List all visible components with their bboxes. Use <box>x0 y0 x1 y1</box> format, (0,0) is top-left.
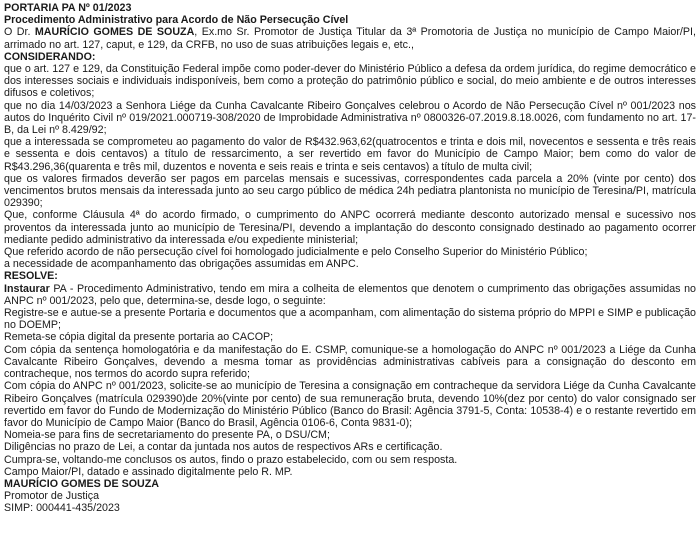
intro-text: , Ex.mo Sr. Promotor de Justiça Titular da 3ª Promotoria de Justiça no município de Campo Maior/PI, arrimado no art. 127, caput, e 129, da CRFB, no uso de suas atribuições legais e, etc., <box>4 26 696 51</box>
instaurar-text: PA - Procedimento Administrativo, tendo em mira a colheita de elementos que denotem o cumprimento das obrigações assumidas no ANPC nº 001/2023, pelo que, determina-se, desde logo, o seguinte: <box>4 282 696 307</box>
intro-prefix: O Dr. <box>4 26 35 39</box>
intro-paragraph <box>4 26 696 50</box>
resolve-item: Registre-se e autue-se a presente Portaria e documentos que a acompanham, com alimentação do sistema próprio do MPPI e SIMP e publicação no DOEMP; <box>4 307 696 332</box>
resolve-item: Com cópia do ANPC nº 001/2023, solicite-se ao município de Teresina a consignação em contracheque da servidora Liége da Cunha Cavalcante Ribeiro Gonçalves (matrícula 029390)de 20%(vinte por cento) de sua remuneração bruta, devendo 10%(dez por cento) do valor consignado ser revertido em favor do Fundo de Modernização do Ministério Público (Banco do Brasil: Agência 3791-5, Conta: 10538-4) e o restante revertido em favor do Município de Campo Maior (Banco do Brasil, Agência 0106-6, Conta 9831-0); <box>4 380 696 429</box>
resolve-item: Remeta-se cópia digital da presente portaria ao CACOP; <box>4 331 274 344</box>
resolve-item: Com cópia da sentença homologatória e da manifestação do E. CSMP, comunique-se a homologação do ANPC nº 001/2023 a Liége da Cunha Cavalcante Ribeiro Gonçalves, devendo a mesma tomar as providências administrativas cabíveis para a consignação do desconto em contracheque, nos termos do acordo supra referido; <box>4 343 696 381</box>
resolve-heading: RESOLVE: <box>4 270 58 283</box>
signature-name: MAURÍCIO GOMES DE SOUZA <box>4 477 159 490</box>
signature-role: Promotor de Justiça <box>4 490 100 503</box>
instaurar-paragraph <box>4 283 696 307</box>
considerando-item: que a interessada se comprometeu ao pagamento do valor de R$432.963,62(quatrocentos e trinta e dois mil, novecentos e sessenta e três reais e sessenta e dois centavos) a título de ressarcimento, a ser revertido em favor do Município de Campo Maior; bem como do valor de R$43.296,36(quarenta e três mil, duzentos e noventa e seis reais e trinta e seis centavos) a título de multa civil; <box>4 136 696 173</box>
considerando-heading: CONSIDERANDO: <box>4 50 96 63</box>
considerando-item: que o art. 127 e 129, da Constituição Federal impõe como poder-dever do Ministério Público a defesa da ordem jurídica, do regime democrático e dos interesses sociais e individuais indisponíveis, bem como a proteção do patrimônio público e social, do meio ambiente e de outros interesses difusos e coletivos; <box>4 63 696 100</box>
considerando-item: a necessidade de acompanhamento das obrigações assumidas em ANPC. <box>4 258 359 271</box>
resolve-item: Nomeia-se para fins de secretariamento do presente PA, o DSU/CM; <box>4 429 330 442</box>
document-subtitle: Procedimento Administrativo para Acordo de Não Persecução Cível <box>4 14 349 27</box>
considerando-item: Que, conforme Cláusula 4ª do acordo firmado, o cumprimento do ANPC ocorrerá mediante desconto autorizado mensal e sucessivo nos proventos da interessada junto ao município de Teresina/PI, devendo a implantação do desconto consignado destinado ao pagamento ocorrer mediante pedido administrativo da interessada e/ou expediente ministerial; <box>4 209 696 246</box>
considerando-item: que os valores firmados deverão ser pagos em parcelas mensais e sucessivas, correspondentes cada parcela a 20% (vinte por cento) dos vencimentos brutos mensais da interessada junto ao seu cargo público de médica 24h pediatra plantonista no município de Teresina/PI, matrícula 029390; <box>4 172 696 210</box>
considerando-item: que no dia 14/03/2023 a Senhora Liége da Cunha Cavalcante Ribeiro Gonçalves celebrou o Acordo de Não Persecução Cível nº 001/2023 nos autos do Inquérito Civil nº 019/2021.000719-308/2020 de Improbidade Administrativa nº 0800326-07.2019.8.18.0026, com fundamento no art. 17-B, da Lei nº 8.429/92; <box>4 99 696 137</box>
closing-line: Campo Maior/PI, datado e assinado digitalmente pelo R. MP. <box>4 465 293 478</box>
author-name: MAURÍCIO GOMES DE SOUZA <box>34 26 195 39</box>
resolve-item: Cumpra-se, voltando-me conclusos os autos, findo o prazo estabelecido, com ou sem resposta. <box>4 453 458 466</box>
resolve-item: Diligências no prazo de Lei, a contar da juntada nos autos de respectivos ARs e certificação. <box>4 441 443 454</box>
considerando-item: Que referido acordo de não persecução cível foi homologado judicialmente e pelo Conselho Superior do Ministério Público; <box>4 246 588 259</box>
document-title: PORTARIA PA Nº 01/2023 <box>4 2 132 14</box>
simp-number: SIMP: 000441-435/2023 <box>4 502 120 515</box>
instaurar-verb: Instaurar <box>4 282 50 295</box>
